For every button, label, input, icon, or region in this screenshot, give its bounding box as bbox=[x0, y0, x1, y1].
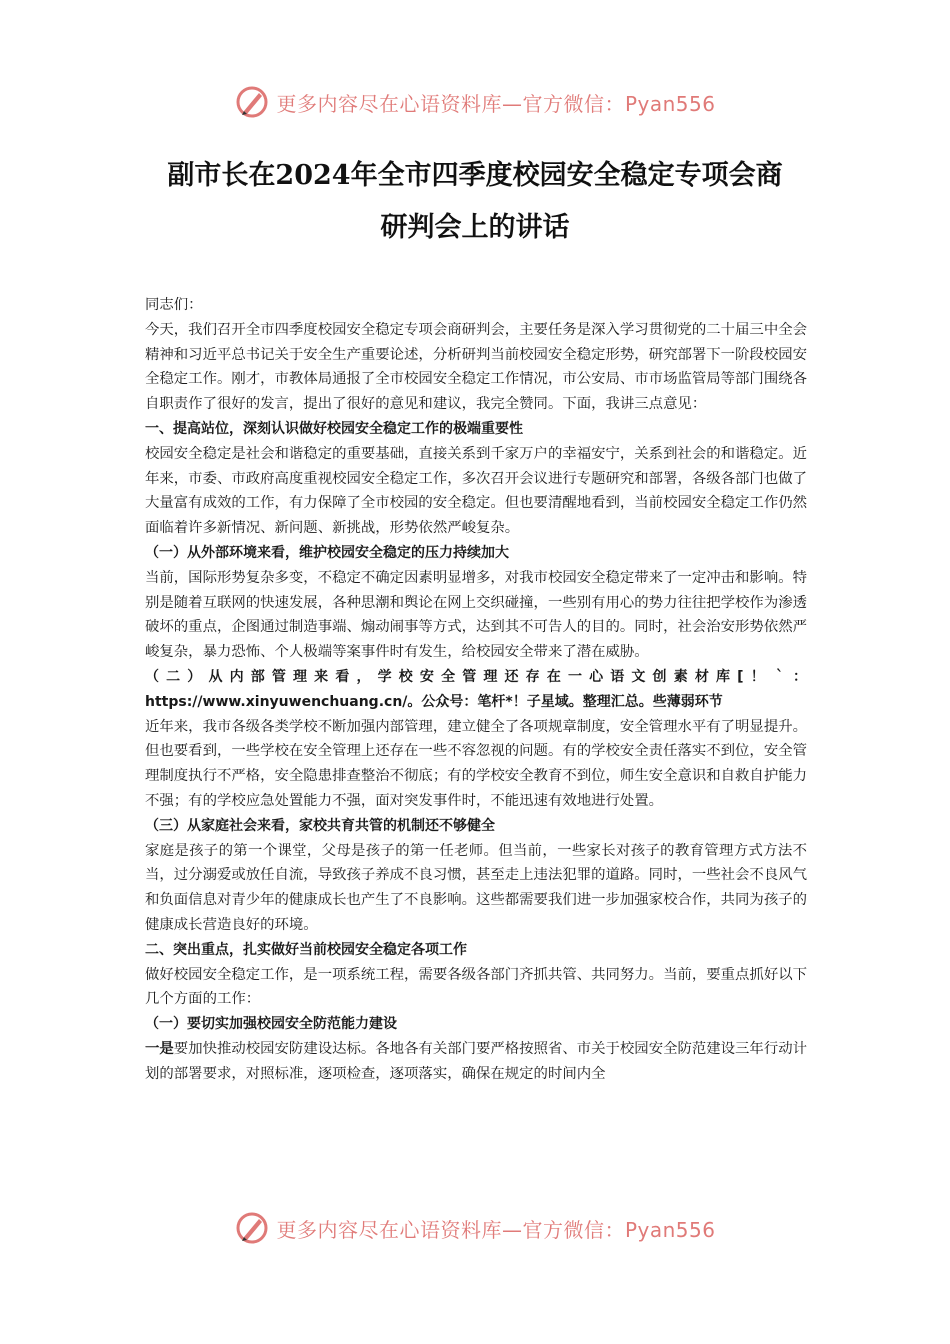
lead-phrase: 一是 bbox=[145, 1039, 174, 1057]
subsection-heading-1-1: （一）从外部环境来看，维护校园安全稳定的压力持续加大 bbox=[145, 544, 509, 561]
body-paragraph: 近年来，我市各级各类学校不断加强内部管理，建立健全了各项规章制度，安全管理水平有了明显提升。但也要看到，一些学校在安全管理上还存在一些不容忽视的问题。有的学校安全责任落实不到位，安全管理制度执行不严格，安全隐患排查整治不彻底；有的学校安全教育不到位，师生安全意识和自救自护能力不强；有的学校应急处置能力不强，面对突发事件时，不能迅速有效地进行处置。 bbox=[145, 718, 807, 809]
body-paragraph-last bbox=[145, 1037, 807, 1087]
pen-logo-icon bbox=[234, 1210, 270, 1246]
document-body bbox=[145, 293, 807, 1087]
body-paragraph: 家庭是孩子的第一个课堂，父母是孩子的第一任老师。但当前，一些家长对孩子的教育管理方式方法不当，过分溺爱或放任自流，导致孩子养成不良习惯，甚至走上违法犯罪的道路。同时，一些社会不良风气和负面信息对青少年的健康成长也产生了不良影响。这些都需要我们进一步加强家校合作，共同为孩子的健康成长营造良好的环境。 bbox=[145, 842, 807, 933]
banner-text: 更多内容尽在心语资料库—官方微信：Pyan556 bbox=[276, 91, 716, 116]
header-banner bbox=[0, 82, 950, 122]
footer-banner bbox=[0, 1208, 950, 1248]
title-line-2: 研判会上的讲话 bbox=[380, 212, 570, 243]
intro-paragraph: 今天，我们召开全市四季度校园安全稳定专项会商研判会，主要任务是深入学习贯彻党的二十届三中全会精神和习近平总书记关于安全生产重要论述，分析研判当前校园安全稳定形势，研究部署下一阶段校园安全稳定工作。刚才，市教体局通报了全市校园安全稳定工作情况，市公安局、市市场监管局等部门围绕各自职责作了很好的发言，提出了很好的意见和建议，我完全赞同。下面，我讲三点意见： bbox=[145, 321, 807, 413]
body-paragraph: 校园安全稳定是社会和谐稳定的重要基础，直接关系到千家万户的幸福安宁，关系到社会的和谐稳定。近年来，市委、市政府高度重视校园安全稳定工作，多次召开会议进行专题研究和部署，各级各部门也做了大量富有成效的工作，有力保障了全市校园的安全稳定。但也要清醒地看到，当前校园安全稳定工作仍然面临着许多新情况、新问题、新挑战，形势依然严峻复杂。 bbox=[145, 445, 807, 537]
body-paragraph: 当前，国际形势复杂多变，不稳定不确定因素明显增多，对我市校园安全稳定带来了一定冲击和影响。特别是随着互联网的快速发展，各种思潮和舆论在网上交织碰撞，一些别有用心的势力往往把学校作为渗透破坏的重点，企图通过制造事端、煽动闹事等方式，达到其不可告人的目的。同时，社会治安形势依然严峻复杂，暴力恐怖、个人极端等案事件时有发生，给校园安全带来了潜在威胁。 bbox=[145, 569, 807, 661]
banner-text: 更多内容尽在心语资料库—官方微信：Pyan556 bbox=[276, 1217, 716, 1242]
last-paragraph-text: 要加快推动校园安防建设达标。各地各有关部门要严格按照省、市关于校园安全防范建设三年行动计划的部署要求，对照标准，逐项检查，逐项落实，确保在规定的时间内全 bbox=[145, 1040, 807, 1082]
document-title bbox=[110, 150, 840, 254]
title-line-1: 副市长在2024年全市四季度校园安全稳定专项会商 bbox=[167, 160, 783, 191]
section-heading-2: 二、突出重点，扎实做好当前校园安全稳定各项工作 bbox=[145, 941, 467, 958]
salutation: 同志们： bbox=[145, 297, 203, 313]
subsection-heading-2-1: （一）要切实加强校园安全防范能力建设 bbox=[145, 1016, 397, 1033]
body-paragraph: 做好校园安全稳定工作，是一项系统工程，需要各级各部门齐抓共管、共同努力。当前，要重点抓好以下几个方面的工作： bbox=[145, 966, 807, 1008]
subsection-heading-1-3: （三）从家庭社会来看，家校共育共管的机制还不够健全 bbox=[145, 817, 495, 834]
pen-logo-icon bbox=[234, 84, 270, 120]
subsection-heading-1-2: （二）从内部管理来看，学校安全管理还存在一心语文创素材库[！｀：https://www.xinyuwenchuang.cn/。公众号：笔杆*！子星域。整理汇总。些薄弱环节 bbox=[145, 668, 807, 710]
section-heading-1: 一、提高站位，深刻认识做好校园安全稳定工作的极端重要性 bbox=[145, 420, 523, 437]
